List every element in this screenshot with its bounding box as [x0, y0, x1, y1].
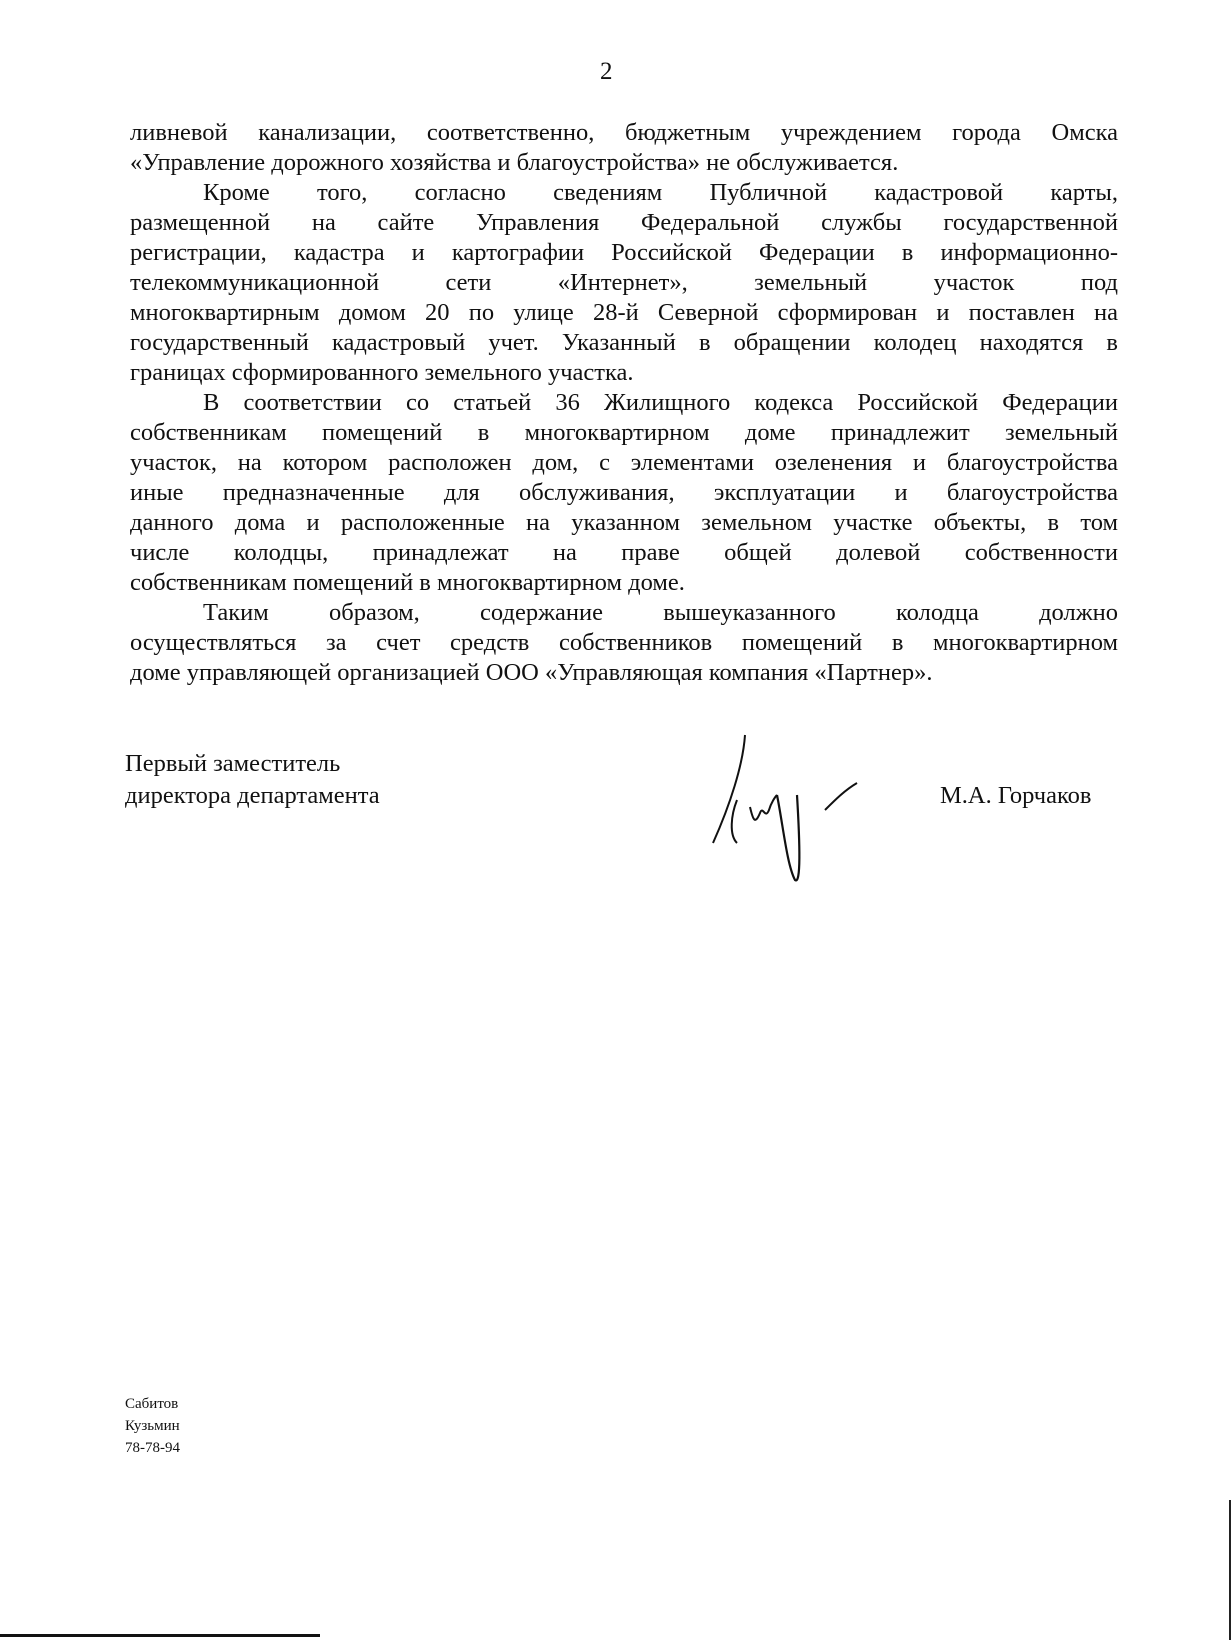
scan-edge-line-right [1229, 1500, 1231, 1640]
paragraph [130, 118, 1118, 178]
signatory-title [125, 748, 380, 812]
paragraph [130, 388, 1118, 598]
executor-name-2: Кузьмин [125, 1418, 180, 1434]
text-line: собственникам помещений в многоквартирном доме принадлежит земельный [130, 419, 1118, 446]
text-line: Таким образом, содержание вышеуказанного колодца должно [203, 599, 1118, 626]
text-line: собственникам помещений в многоквартирном доме. [130, 569, 685, 596]
text-line: «Управление дорожного хозяйства и благоустройства» не обслуживается. [130, 149, 899, 176]
text-line: числе колодцы, принадлежат на праве общей долевой собственности [130, 539, 1118, 566]
signatory-title-line2: директора департамента [125, 782, 380, 809]
letter-body [130, 118, 1118, 688]
text-line: регистрации, кадастра и картографии Российской Федерации в информационно- [130, 239, 1118, 266]
paragraph [130, 598, 1118, 688]
text-line: доме управляющей организацией ООО «Управляющая компания «Партнер». [130, 659, 933, 686]
signatory-name: М.А. Горчаков [940, 782, 1092, 809]
text-line: ливневой канализации, соответственно, бюджетным учреждением города Омска [130, 119, 1118, 146]
text-line: осуществляться за счет средств собственников помещений в многоквартирном [130, 629, 1118, 656]
page-number: 2 [600, 58, 613, 85]
text-line: Кроме того, согласно сведениям Публичной кадастровой карты, [203, 179, 1118, 206]
scan-edge-line-bottom [0, 1634, 320, 1637]
text-line: размещенной на сайте Управления Федеральной службы государственной [130, 209, 1118, 236]
text-line: государственный кадастровый учет. Указанный в обращении колодец находятся в [130, 329, 1118, 356]
text-line: данного дома и расположенные на указанном земельном участке объекты, в том [130, 509, 1118, 536]
signatory-title-line1: Первый заместитель [125, 750, 341, 777]
text-line: В соответствии со статьей 36 Жилищного кодекса Российской Федерации [203, 389, 1118, 416]
executor-name-1: Сабитов [125, 1396, 179, 1412]
text-line: иные предназначенные для обслуживания, эксплуатации и благоустройства [130, 479, 1118, 506]
text-line: границах сформированного земельного участка. [130, 359, 634, 386]
text-line: многоквартирным домом 20 по улице 28-й Северной сформирован и поставлен на [130, 299, 1118, 326]
handwritten-signature [705, 725, 875, 890]
text-line: участок, на котором расположен дом, с элементами озеленения и благоустройства [130, 449, 1118, 476]
text-line: телекоммуникационной сети «Интернет», земельный участок под [130, 269, 1118, 296]
paragraph [130, 178, 1118, 388]
executor-info [125, 1393, 180, 1459]
executor-phone: 78-78-94 [125, 1440, 180, 1456]
